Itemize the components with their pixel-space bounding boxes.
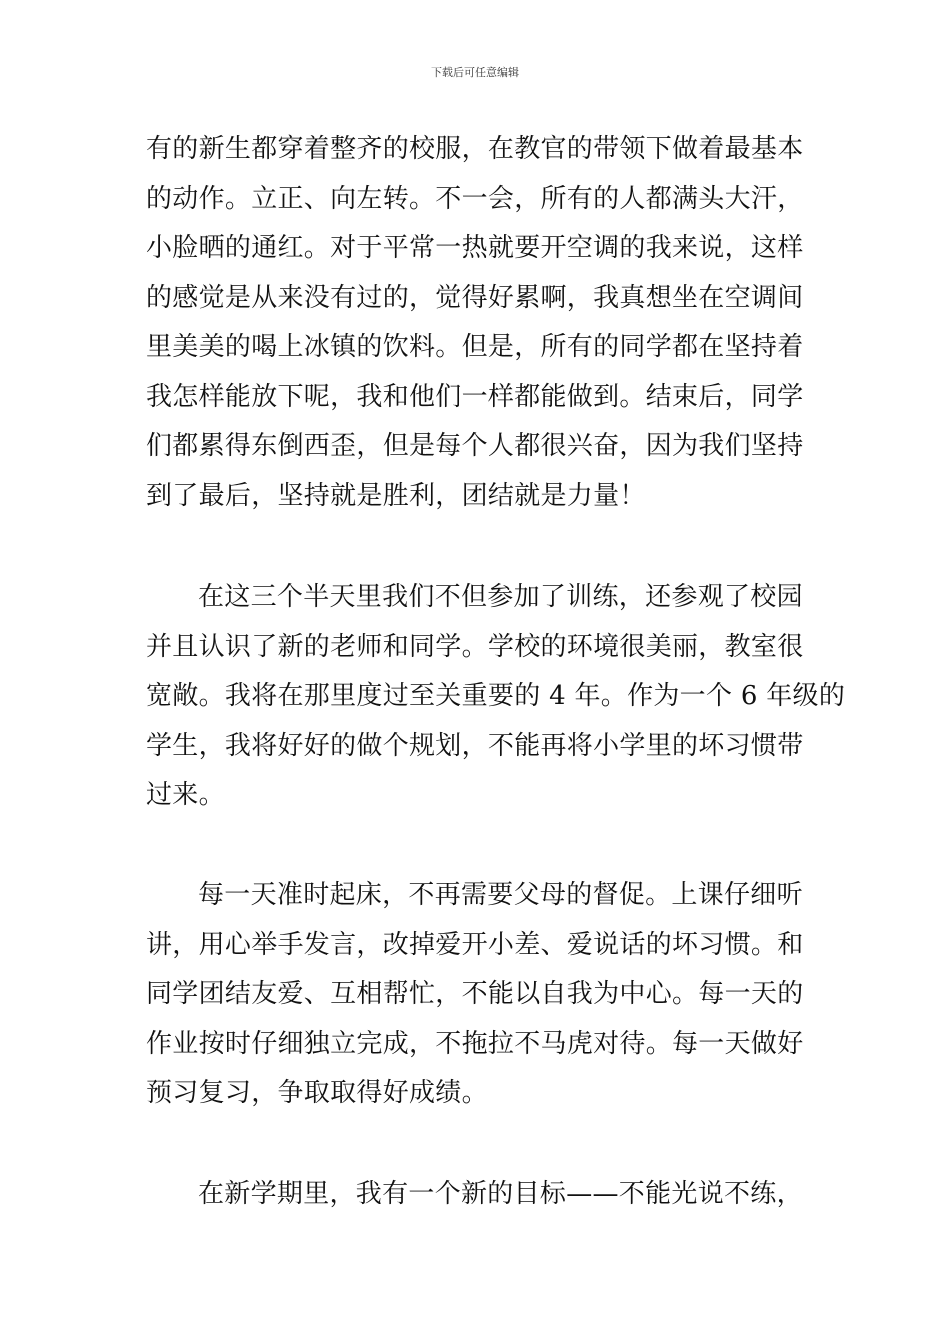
text-line: 在这三个半天里我们不但参加了训练，还参观了校园 xyxy=(198,582,803,612)
text-line: 在新学期里，我有一个新的目标——不能光说不练， xyxy=(198,1179,803,1209)
paragraph-3 xyxy=(146,871,816,1119)
text-line: 学生，我将好好的做个规划，不能再将小学里的坏习惯带 xyxy=(146,730,804,761)
text-line: 的动作。立正、向左转。不一会，所有的人都满头大汗， xyxy=(146,183,804,214)
text-line: 作业按时仔细独立完成，不拖拉不马虎对待。每一天做好 xyxy=(146,1028,804,1059)
text-line: 里美美的喝上冰镇的饮料。但是，所有的同学都在坚持着 xyxy=(146,332,804,362)
text-line: 每一天准时起床，不再需要父母的督促。上课仔细听 xyxy=(198,880,803,910)
paragraph-1 xyxy=(146,125,816,521)
text-line: 预习复习，争取取得好成绩。 xyxy=(146,1078,488,1108)
paragraph-2 xyxy=(146,573,846,821)
text-line: 并且认识了新的老师和同学。学校的环境很美丽，教室很 xyxy=(146,631,804,662)
text-line: 宽敞。我将在那里度过至关重要的 4 年。作为一个 6 年级的 xyxy=(146,681,846,711)
text-line: 我怎样能放下呢，我和他们一样都能做到。结束后，同学 xyxy=(146,381,804,412)
text-line: 过来。 xyxy=(146,780,225,810)
text-line: 的感觉是从来没有过的，觉得好累啊，我真想坐在空调间 xyxy=(146,282,804,313)
text-line: 有的新生都穿着整齐的校服，在教官的带领下做着最基本 xyxy=(146,134,804,164)
text-line: 到了最后，坚持就是胜利，团结就是力量！ xyxy=(146,480,646,511)
page-header: 下载后可任意编辑 xyxy=(431,66,519,79)
text-line: 小脸晒的通红。对于平常一热就要开空调的我来说，这样 xyxy=(146,233,804,263)
text-line: 们都累得东倒西歪，但是每个人都很兴奋，因为我们坚持 xyxy=(146,431,804,461)
text-line: 讲，用心举手发言，改掉爱开小差、爱说话的坏习惯。和 xyxy=(146,929,804,960)
text-line: 同学团结友爱、互相帮忙，不能以自我为中心。每一天的 xyxy=(146,979,804,1009)
paragraph-4 xyxy=(146,1170,816,1220)
